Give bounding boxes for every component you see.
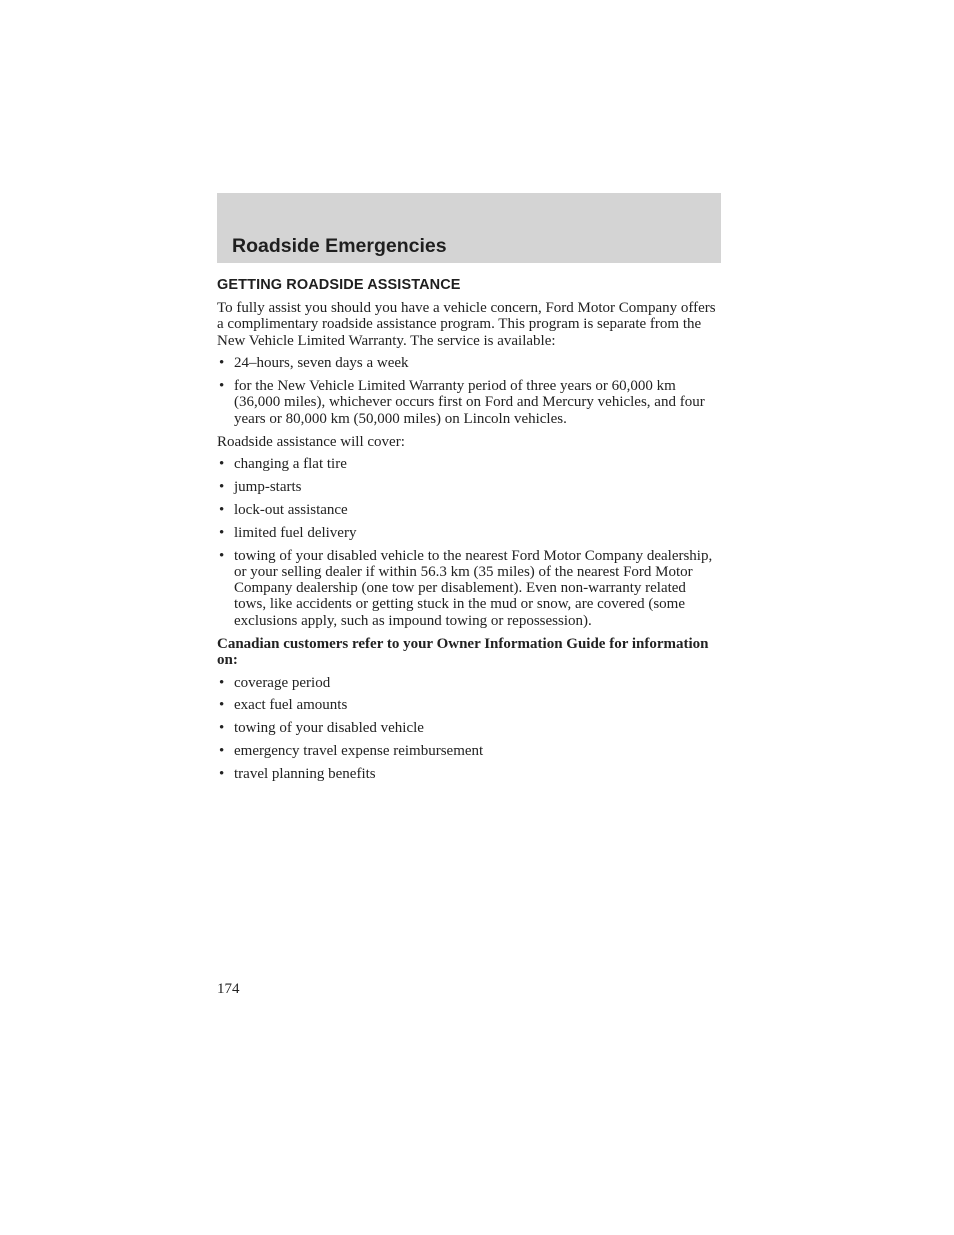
availability-list — [217, 355, 721, 427]
bullet-icon: • — [219, 547, 225, 564]
cover-intro: Roadside assistance will cover: — [217, 433, 405, 450]
list-item-text: 24–hours, seven days a week — [234, 355, 409, 372]
bullet-icon: • — [219, 456, 225, 473]
list-item — [217, 502, 721, 518]
bullet-icon: • — [219, 674, 225, 691]
page-number: 174 — [217, 981, 240, 997]
list-item — [217, 766, 721, 782]
bullet-icon: • — [219, 743, 225, 760]
list-item-text: jump-starts — [234, 479, 302, 496]
cover-list — [217, 456, 721, 629]
list-item — [217, 525, 721, 541]
list-item-text: for the New Vehicle Limited Warranty period of three years or 60,000 km (36,000 miles), whichever occurs first on Ford and Mercury vehicles, and four years or 80,000 km (50,000 miles) on Lincoln vehicles. — [234, 378, 705, 427]
list-item-text: exact fuel amounts — [234, 697, 348, 714]
bullet-icon: • — [219, 697, 225, 714]
list-item — [217, 355, 721, 371]
list-item — [217, 378, 721, 427]
chapter-title: Roadside Emergencies — [232, 235, 447, 257]
bullet-icon: • — [219, 355, 225, 372]
list-item — [217, 548, 721, 629]
list-item-text: lock-out assistance — [234, 501, 348, 518]
chapter-header-band — [217, 193, 721, 263]
list-item — [217, 720, 721, 736]
bullet-icon: • — [219, 501, 225, 518]
page-content — [217, 277, 721, 789]
list-item — [217, 743, 721, 759]
bullet-icon: • — [219, 479, 225, 496]
intro-paragraph: To fully assist you should you have a vehicle concern, Ford Motor Company offers a complimentary roadside assistance program. This program is separate from the New Vehicle Limited Warranty. The service is available: — [217, 300, 716, 349]
list-item-text: limited fuel delivery — [234, 524, 357, 541]
bullet-icon: • — [219, 378, 225, 395]
list-item-text: changing a flat tire — [234, 456, 347, 473]
section-heading: GETTING ROADSIDE ASSISTANCE — [217, 277, 461, 293]
list-item-text: towing of your disabled vehicle — [234, 720, 424, 737]
list-item-text: towing of your disabled vehicle to the nearest Ford Motor Company dealership, or your selling dealer if within 56.3 km (35 miles) of the nearest Ford Motor Company dealership (one tow per disablement). Even non-warranty related tows, like accidents or getting stuck in the mud or snow, are covered (some exclusions apply, such as impound towing or repossession). — [234, 547, 713, 629]
list-item — [217, 697, 721, 713]
list-item — [217, 675, 721, 691]
canadian-note: Canadian customers refer to your Owner Information Guide for information on: — [217, 635, 709, 668]
list-item-text: emergency travel expense reimbursement — [234, 743, 484, 760]
bullet-icon: • — [219, 524, 225, 541]
list-item-text: travel planning benefits — [234, 765, 376, 782]
canadian-list — [217, 675, 721, 782]
list-item — [217, 456, 721, 472]
list-item — [217, 479, 721, 495]
list-item-text: coverage period — [234, 674, 331, 691]
bullet-icon: • — [219, 765, 225, 782]
bullet-icon: • — [219, 720, 225, 737]
